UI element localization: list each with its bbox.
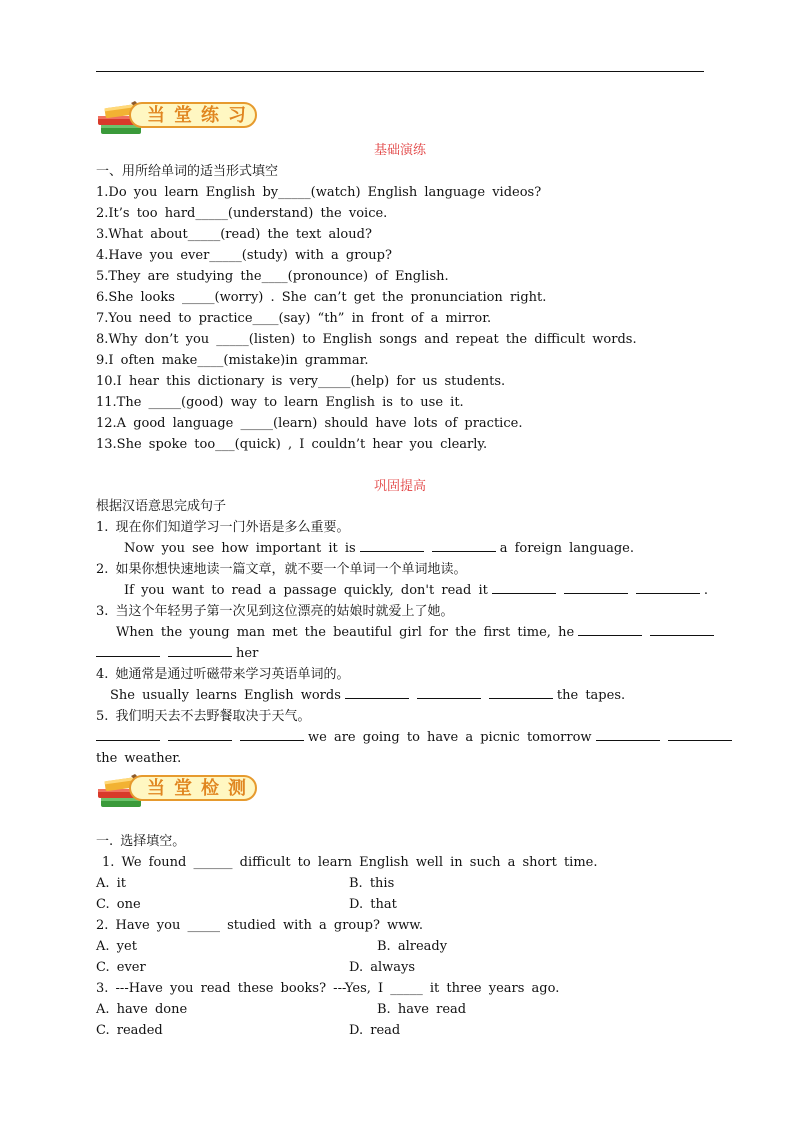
exercise-item: 9.I often make____(mistake)in grammar. [96,353,369,368]
exercise-item: 3.What about_____(read) the text aloud? [96,227,372,242]
question-stem: 3. ---Have you read these books? ---Yes, I _____ it three years ago. [96,981,560,996]
translation-en: we are going to have a picnic tomorrow [92,729,736,747]
translation-en: If you want to read a passage quickly, don't read it . [124,583,708,598]
translation-cn: 2. 如果你想快速地读一篇文章，就不要一个单词一个单词地读。 [96,562,467,577]
option-c: C. ever [96,960,146,975]
option-b: B. have read [377,1002,467,1017]
option-d: D. that [349,897,397,912]
answer-blank [636,582,700,594]
subtitle-consolidate: 巩固提高 [373,479,426,494]
answer-blank [96,729,160,741]
option-d: D. read [349,1023,401,1038]
answer-blank [168,645,232,657]
translation-en-cont: her [92,645,258,663]
answer-blank [345,687,409,699]
answer-blank [360,540,424,552]
translation-en: She usually learns English words the tapes. [110,688,626,703]
exercise-item: 2.It’s too hard_____(understand) the voice. [96,206,388,221]
question-stem: 2. Have you _____ studied with a group? www. [96,918,424,933]
exercise-item: 11.The _____(good) way to learn English is to use it. [96,395,464,410]
badge-label: 当堂检测 [147,778,255,799]
section-badge-practice [95,97,261,137]
answer-blank [564,582,628,594]
translation-cn: 1. 现在你们知道学习一门外语是多么重要。 [96,520,350,535]
question-stem: 1. We found ______ difficult to learn English well in such a short time. [102,855,598,870]
exercise-item: 5.They are studying the____(pronounce) of English. [96,269,449,284]
instruction-fill-form: 一、用所给单词的适当形式填空 [96,164,279,179]
badge-label: 当堂练习 [147,105,255,126]
option-a: A. it [96,876,127,891]
translation-cn: 3. 当这个年轻男子第一次见到这位漂亮的姑娘时就爱上了她。 [96,604,454,619]
translation-en: When the young man met the beautiful girl for the first time, he [116,624,718,642]
exercise-item: 4.Have you ever_____(study) with a group? [96,248,392,263]
answer-blank [596,729,660,741]
exercise-item: 7.You need to practice____(say) “th” in front of a mirror. [96,311,492,326]
answer-blank [417,687,481,699]
option-c: C. one [96,897,141,912]
exercise-item: 6.She looks _____(worry) . She can’t get the pronunciation right. [96,290,547,305]
answer-blank [578,624,642,636]
section-badge-test [95,770,261,810]
exercise-item: 1.Do you learn English by_____(watch) English language videos? [96,185,542,200]
translation-cn: 4. 她通常是通过听磁带来学习英语单词的。 [96,667,350,682]
instruction-translate: 根据汉语意思完成句子 [96,499,227,514]
exercise-item: 13.She spoke too___(quick) , I couldn’t hear you clearly. [96,437,488,452]
translation-en: Now you see how important it is a foreign language. [124,541,634,556]
answer-blank [668,729,732,741]
answer-blank [432,540,496,552]
answer-blank [240,729,304,741]
option-b: B. already [377,939,448,954]
header-rule [96,71,704,72]
option-c: C. readed [96,1023,163,1038]
exercise-item: 12.A good language _____(learn) should have lots of practice. [96,416,523,431]
option-b: B. this [349,876,395,891]
translation-en-cont: the weather. [96,751,182,766]
answer-blank [489,687,553,699]
answer-blank [168,729,232,741]
option-d: D. always [349,960,416,975]
option-a: A. have done [96,1002,188,1017]
instruction-choose: 一. 选择填空。 [96,834,186,849]
exercise-item: 8.Why don’t you _____(listen) to English songs and repeat the difficult words. [96,332,637,347]
translation-cn: 5. 我们明天去不去野餐取决于天气。 [96,709,311,724]
answer-blank [492,582,556,594]
exercise-item: 10.I hear this dictionary is very_____(help) for us students. [96,374,506,389]
subtitle-basic: 基础演练 [373,143,426,158]
answer-blank [650,624,714,636]
answer-blank [96,645,160,657]
option-a: A. yet [96,939,137,954]
